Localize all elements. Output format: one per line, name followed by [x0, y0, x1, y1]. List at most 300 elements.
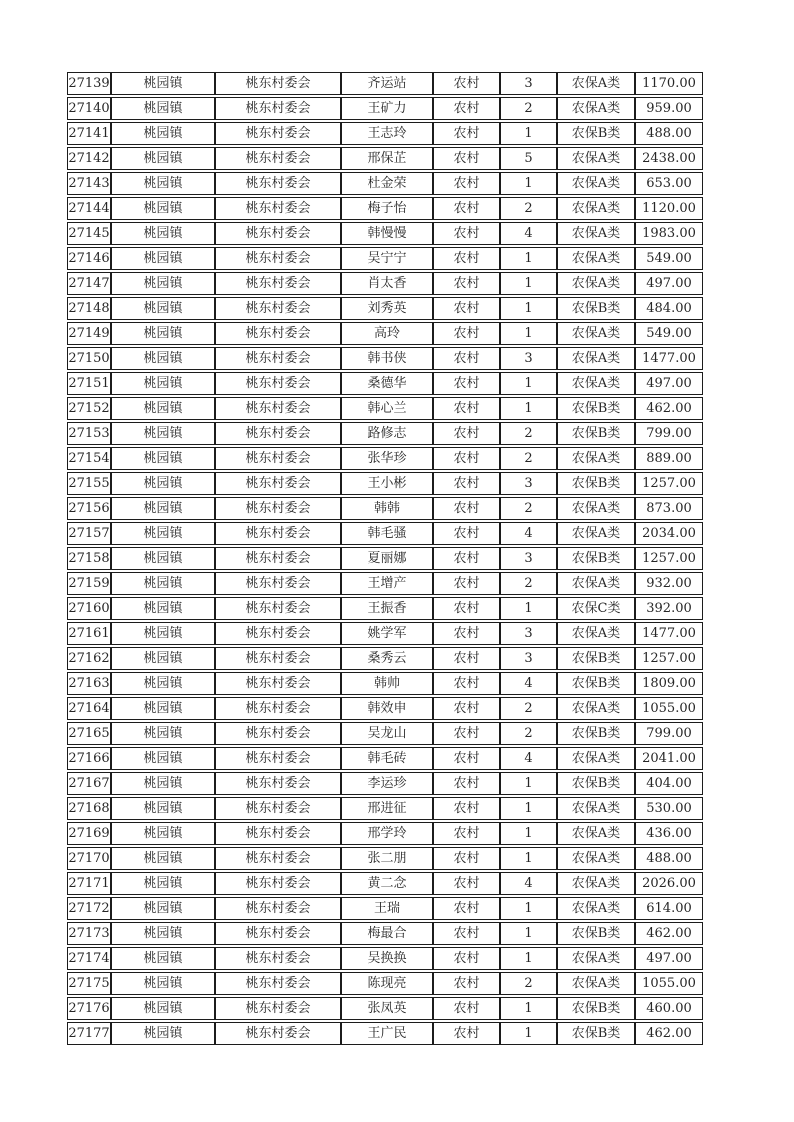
cell-residence: 农村	[433, 147, 500, 170]
cell-village: 桃东村委会	[215, 172, 341, 195]
cell-village: 桃东村委会	[215, 122, 341, 145]
cell-village: 桃东村委会	[215, 847, 341, 870]
cell-town: 桃园镇	[111, 97, 215, 120]
cell-type: 农保B类	[557, 472, 635, 495]
cell-amount: 1257.00	[635, 647, 703, 670]
cell-residence: 农村	[433, 597, 500, 620]
cell-village: 桃东村委会	[215, 872, 341, 895]
cell-type: 农保A类	[557, 372, 635, 395]
cell-id: 27151	[67, 372, 111, 395]
cell-type: 农保B类	[557, 422, 635, 445]
cell-amount: 873.00	[635, 497, 703, 520]
cell-id: 27169	[67, 822, 111, 845]
cell-village: 桃东村委会	[215, 147, 341, 170]
cell-count: 2	[500, 497, 557, 520]
cell-count: 1	[500, 247, 557, 270]
cell-residence: 农村	[433, 397, 500, 420]
cell-town: 桃园镇	[111, 272, 215, 295]
cell-amount: 497.00	[635, 372, 703, 395]
cell-id: 27142	[67, 147, 111, 170]
cell-residence: 农村	[433, 997, 500, 1020]
cell-type: 农保A类	[557, 322, 635, 345]
cell-amount: 549.00	[635, 247, 703, 270]
cell-town: 桃园镇	[111, 197, 215, 220]
cell-count: 4	[500, 222, 557, 245]
cell-name: 齐运站	[341, 72, 433, 95]
cell-village: 桃东村委会	[215, 722, 341, 745]
cell-name: 路修志	[341, 422, 433, 445]
cell-residence: 农村	[433, 922, 500, 945]
table-row	[67, 972, 703, 995]
cell-residence: 农村	[433, 872, 500, 895]
cell-count: 1	[500, 847, 557, 870]
cell-id: 27145	[67, 222, 111, 245]
cell-id: 27146	[67, 247, 111, 270]
cell-residence: 农村	[433, 322, 500, 345]
cell-id: 27165	[67, 722, 111, 745]
cell-village: 桃东村委会	[215, 222, 341, 245]
cell-village: 桃东村委会	[215, 772, 341, 795]
table-row	[67, 872, 703, 895]
table-row	[67, 822, 703, 845]
cell-type: 农保B类	[557, 297, 635, 320]
cell-village: 桃东村委会	[215, 997, 341, 1020]
cell-count: 1	[500, 997, 557, 1020]
cell-name: 吴宁宁	[341, 247, 433, 270]
cell-count: 2	[500, 722, 557, 745]
table-row	[67, 97, 703, 120]
cell-amount: 1809.00	[635, 672, 703, 695]
cell-count: 2	[500, 447, 557, 470]
cell-town: 桃园镇	[111, 997, 215, 1020]
table-row	[67, 497, 703, 520]
table-row	[67, 372, 703, 395]
cell-residence: 农村	[433, 522, 500, 545]
cell-count: 1	[500, 122, 557, 145]
cell-name: 邢保芷	[341, 147, 433, 170]
cell-amount: 497.00	[635, 947, 703, 970]
cell-type: 农保B类	[557, 672, 635, 695]
cell-town: 桃园镇	[111, 422, 215, 445]
cell-amount: 1477.00	[635, 347, 703, 370]
cell-amount: 2026.00	[635, 872, 703, 895]
cell-id: 27175	[67, 972, 111, 995]
cell-residence: 农村	[433, 672, 500, 695]
cell-count: 1	[500, 272, 557, 295]
table-row	[67, 647, 703, 670]
cell-town: 桃园镇	[111, 922, 215, 945]
cell-name: 吴换换	[341, 947, 433, 970]
cell-town: 桃园镇	[111, 72, 215, 95]
table-row	[67, 772, 703, 795]
cell-amount: 1477.00	[635, 622, 703, 645]
cell-town: 桃园镇	[111, 597, 215, 620]
cell-amount: 462.00	[635, 922, 703, 945]
cell-name: 王瑞	[341, 897, 433, 920]
cell-type: 农保A类	[557, 622, 635, 645]
cell-town: 桃园镇	[111, 522, 215, 545]
cell-name: 桑德华	[341, 372, 433, 395]
cell-town: 桃园镇	[111, 772, 215, 795]
cell-name: 刘秀英	[341, 297, 433, 320]
cell-count: 3	[500, 622, 557, 645]
cell-id: 27149	[67, 322, 111, 345]
cell-town: 桃园镇	[111, 147, 215, 170]
cell-town: 桃园镇	[111, 722, 215, 745]
cell-village: 桃东村委会	[215, 922, 341, 945]
cell-residence: 农村	[433, 822, 500, 845]
cell-type: 农保A类	[557, 797, 635, 820]
table-row	[67, 197, 703, 220]
cell-village: 桃东村委会	[215, 97, 341, 120]
cell-town: 桃园镇	[111, 222, 215, 245]
cell-type: 农保A类	[557, 497, 635, 520]
cell-id: 27173	[67, 922, 111, 945]
cell-village: 桃东村委会	[215, 672, 341, 695]
cell-type: 农保A类	[557, 172, 635, 195]
cell-name: 邢学玲	[341, 822, 433, 845]
cell-residence: 农村	[433, 797, 500, 820]
table-row	[67, 122, 703, 145]
cell-village: 桃东村委会	[215, 972, 341, 995]
cell-count: 1	[500, 822, 557, 845]
cell-name: 邢进征	[341, 797, 433, 820]
cell-name: 桑秀云	[341, 647, 433, 670]
cell-count: 4	[500, 747, 557, 770]
cell-residence: 农村	[433, 647, 500, 670]
table-row	[67, 422, 703, 445]
cell-village: 桃东村委会	[215, 797, 341, 820]
cell-count: 1	[500, 597, 557, 620]
cell-count: 3	[500, 547, 557, 570]
records-table	[67, 70, 703, 1047]
cell-residence: 农村	[433, 747, 500, 770]
cell-name: 韩效申	[341, 697, 433, 720]
cell-village: 桃东村委会	[215, 472, 341, 495]
table-row	[67, 997, 703, 1020]
cell-id: 27167	[67, 772, 111, 795]
cell-residence: 农村	[433, 472, 500, 495]
table-row	[67, 847, 703, 870]
cell-village: 桃东村委会	[215, 297, 341, 320]
cell-town: 桃园镇	[111, 372, 215, 395]
cell-residence: 农村	[433, 272, 500, 295]
cell-amount: 488.00	[635, 122, 703, 145]
cell-name: 李运珍	[341, 772, 433, 795]
cell-town: 桃园镇	[111, 172, 215, 195]
cell-village: 桃东村委会	[215, 497, 341, 520]
cell-name: 韩韩	[341, 497, 433, 520]
cell-amount: 1120.00	[635, 197, 703, 220]
table-row	[67, 72, 703, 95]
cell-id: 27157	[67, 522, 111, 545]
cell-id: 27160	[67, 597, 111, 620]
cell-type: 农保B类	[557, 1022, 635, 1045]
table-row	[67, 222, 703, 245]
cell-type: 农保A类	[557, 972, 635, 995]
cell-amount: 889.00	[635, 447, 703, 470]
cell-amount: 614.00	[635, 897, 703, 920]
table-row	[67, 347, 703, 370]
table-row	[67, 572, 703, 595]
cell-name: 王振香	[341, 597, 433, 620]
cell-id: 27158	[67, 547, 111, 570]
cell-type: 农保C类	[557, 597, 635, 620]
cell-town: 桃园镇	[111, 572, 215, 595]
cell-amount: 1257.00	[635, 547, 703, 570]
cell-town: 桃园镇	[111, 622, 215, 645]
cell-residence: 农村	[433, 347, 500, 370]
cell-name: 杜金荣	[341, 172, 433, 195]
cell-type: 农保A类	[557, 822, 635, 845]
cell-residence: 农村	[433, 547, 500, 570]
cell-id: 27177	[67, 1022, 111, 1045]
cell-type: 农保A类	[557, 272, 635, 295]
cell-count: 2	[500, 697, 557, 720]
cell-id: 27162	[67, 647, 111, 670]
cell-residence: 农村	[433, 572, 500, 595]
cell-town: 桃园镇	[111, 747, 215, 770]
cell-village: 桃东村委会	[215, 597, 341, 620]
cell-name: 韩毛砖	[341, 747, 433, 770]
cell-type: 农保B类	[557, 122, 635, 145]
cell-type: 农保B类	[557, 722, 635, 745]
cell-amount: 1170.00	[635, 72, 703, 95]
table-row	[67, 522, 703, 545]
cell-village: 桃东村委会	[215, 897, 341, 920]
cell-amount: 462.00	[635, 397, 703, 420]
cell-village: 桃东村委会	[215, 347, 341, 370]
cell-village: 桃东村委会	[215, 397, 341, 420]
cell-amount: 799.00	[635, 422, 703, 445]
cell-amount: 549.00	[635, 322, 703, 345]
cell-village: 桃东村委会	[215, 322, 341, 345]
cell-residence: 农村	[433, 372, 500, 395]
cell-name: 张凤英	[341, 997, 433, 1020]
cell-id: 27156	[67, 497, 111, 520]
cell-name: 王志玲	[341, 122, 433, 145]
cell-type: 农保A类	[557, 522, 635, 545]
cell-name: 王增产	[341, 572, 433, 595]
cell-village: 桃东村委会	[215, 622, 341, 645]
cell-town: 桃园镇	[111, 497, 215, 520]
cell-type: 农保A类	[557, 697, 635, 720]
cell-residence: 农村	[433, 972, 500, 995]
cell-name: 韩心兰	[341, 397, 433, 420]
cell-id: 27153	[67, 422, 111, 445]
cell-residence: 农村	[433, 497, 500, 520]
cell-name: 姚学军	[341, 622, 433, 645]
table-row	[67, 797, 703, 820]
cell-count: 1	[500, 322, 557, 345]
cell-id: 27150	[67, 347, 111, 370]
cell-village: 桃东村委会	[215, 447, 341, 470]
cell-count: 1	[500, 772, 557, 795]
cell-type: 农保A类	[557, 97, 635, 120]
cell-town: 桃园镇	[111, 797, 215, 820]
cell-residence: 农村	[433, 897, 500, 920]
cell-amount: 1055.00	[635, 972, 703, 995]
cell-town: 桃园镇	[111, 697, 215, 720]
cell-town: 桃园镇	[111, 247, 215, 270]
cell-town: 桃园镇	[111, 647, 215, 670]
cell-type: 农保B类	[557, 997, 635, 1020]
cell-residence: 农村	[433, 947, 500, 970]
cell-id: 27154	[67, 447, 111, 470]
cell-village: 桃东村委会	[215, 372, 341, 395]
cell-name: 王小彬	[341, 472, 433, 495]
cell-count: 1	[500, 172, 557, 195]
cell-id: 27143	[67, 172, 111, 195]
table-row	[67, 247, 703, 270]
cell-id: 27168	[67, 797, 111, 820]
cell-count: 3	[500, 472, 557, 495]
cell-residence: 农村	[433, 622, 500, 645]
records-table-body	[67, 72, 703, 1045]
cell-village: 桃东村委会	[215, 822, 341, 845]
cell-type: 农保A类	[557, 872, 635, 895]
cell-name: 韩毛骚	[341, 522, 433, 545]
cell-count: 1	[500, 372, 557, 395]
cell-residence: 农村	[433, 772, 500, 795]
cell-amount: 959.00	[635, 97, 703, 120]
cell-amount: 484.00	[635, 297, 703, 320]
cell-id: 27152	[67, 397, 111, 420]
cell-village: 桃东村委会	[215, 697, 341, 720]
cell-residence: 农村	[433, 447, 500, 470]
cell-count: 4	[500, 872, 557, 895]
table-row	[67, 547, 703, 570]
cell-amount: 1257.00	[635, 472, 703, 495]
cell-residence: 农村	[433, 97, 500, 120]
cell-name: 梅子怡	[341, 197, 433, 220]
table-row	[67, 922, 703, 945]
cell-amount: 404.00	[635, 772, 703, 795]
cell-amount: 488.00	[635, 847, 703, 870]
table-row	[67, 897, 703, 920]
table-row	[67, 472, 703, 495]
cell-town: 桃园镇	[111, 322, 215, 345]
cell-amount: 799.00	[635, 722, 703, 745]
cell-name: 王矿力	[341, 97, 433, 120]
cell-amount: 653.00	[635, 172, 703, 195]
cell-id: 27174	[67, 947, 111, 970]
cell-amount: 530.00	[635, 797, 703, 820]
cell-name: 高玲	[341, 322, 433, 345]
cell-name: 韩慢慢	[341, 222, 433, 245]
table-row	[67, 697, 703, 720]
cell-town: 桃园镇	[111, 297, 215, 320]
cell-town: 桃园镇	[111, 122, 215, 145]
cell-type: 农保B类	[557, 547, 635, 570]
table-row	[67, 1022, 703, 1045]
cell-type: 农保A类	[557, 247, 635, 270]
cell-town: 桃园镇	[111, 847, 215, 870]
cell-amount: 497.00	[635, 272, 703, 295]
cell-village: 桃东村委会	[215, 522, 341, 545]
cell-village: 桃东村委会	[215, 272, 341, 295]
cell-town: 桃园镇	[111, 472, 215, 495]
cell-town: 桃园镇	[111, 897, 215, 920]
cell-amount: 392.00	[635, 597, 703, 620]
cell-type: 农保A类	[557, 447, 635, 470]
cell-residence: 农村	[433, 172, 500, 195]
cell-count: 1	[500, 947, 557, 970]
cell-type: 农保A类	[557, 747, 635, 770]
table-row	[67, 747, 703, 770]
cell-amount: 1055.00	[635, 697, 703, 720]
table-row	[67, 322, 703, 345]
cell-type: 农保A类	[557, 222, 635, 245]
table-row	[67, 722, 703, 745]
cell-count: 2	[500, 972, 557, 995]
cell-type: 农保A类	[557, 897, 635, 920]
cell-id: 27139	[67, 72, 111, 95]
cell-count: 1	[500, 897, 557, 920]
cell-name: 吴龙山	[341, 722, 433, 745]
cell-town: 桃园镇	[111, 672, 215, 695]
cell-id: 27163	[67, 672, 111, 695]
table-row	[67, 147, 703, 170]
table-row	[67, 272, 703, 295]
cell-type: 农保B类	[557, 922, 635, 945]
cell-town: 桃园镇	[111, 397, 215, 420]
cell-amount: 436.00	[635, 822, 703, 845]
cell-village: 桃东村委会	[215, 647, 341, 670]
cell-name: 陈现亮	[341, 972, 433, 995]
table-row	[67, 672, 703, 695]
cell-residence: 农村	[433, 847, 500, 870]
cell-count: 1	[500, 397, 557, 420]
cell-id: 27148	[67, 297, 111, 320]
cell-town: 桃园镇	[111, 972, 215, 995]
table-row	[67, 397, 703, 420]
table-row	[67, 622, 703, 645]
cell-id: 27176	[67, 997, 111, 1020]
cell-name: 梅最合	[341, 922, 433, 945]
cell-amount: 2438.00	[635, 147, 703, 170]
cell-type: 农保A类	[557, 947, 635, 970]
cell-type: 农保A类	[557, 347, 635, 370]
cell-amount: 2041.00	[635, 747, 703, 770]
cell-id: 27140	[67, 97, 111, 120]
cell-village: 桃东村委会	[215, 247, 341, 270]
cell-count: 2	[500, 197, 557, 220]
cell-name: 韩书侠	[341, 347, 433, 370]
cell-town: 桃园镇	[111, 947, 215, 970]
cell-type: 农保A类	[557, 197, 635, 220]
table-row	[67, 947, 703, 970]
cell-id: 27161	[67, 622, 111, 645]
cell-count: 2	[500, 572, 557, 595]
cell-village: 桃东村委会	[215, 197, 341, 220]
cell-count: 3	[500, 72, 557, 95]
cell-amount: 2034.00	[635, 522, 703, 545]
cell-type: 农保A类	[557, 847, 635, 870]
cell-residence: 农村	[433, 422, 500, 445]
cell-id: 27141	[67, 122, 111, 145]
cell-town: 桃园镇	[111, 347, 215, 370]
cell-count: 2	[500, 422, 557, 445]
cell-count: 1	[500, 297, 557, 320]
cell-name: 肖太香	[341, 272, 433, 295]
cell-count: 5	[500, 147, 557, 170]
cell-count: 1	[500, 1022, 557, 1045]
cell-type: 农保B类	[557, 397, 635, 420]
cell-residence: 农村	[433, 1022, 500, 1045]
cell-id: 27159	[67, 572, 111, 595]
cell-type: 农保A类	[557, 147, 635, 170]
